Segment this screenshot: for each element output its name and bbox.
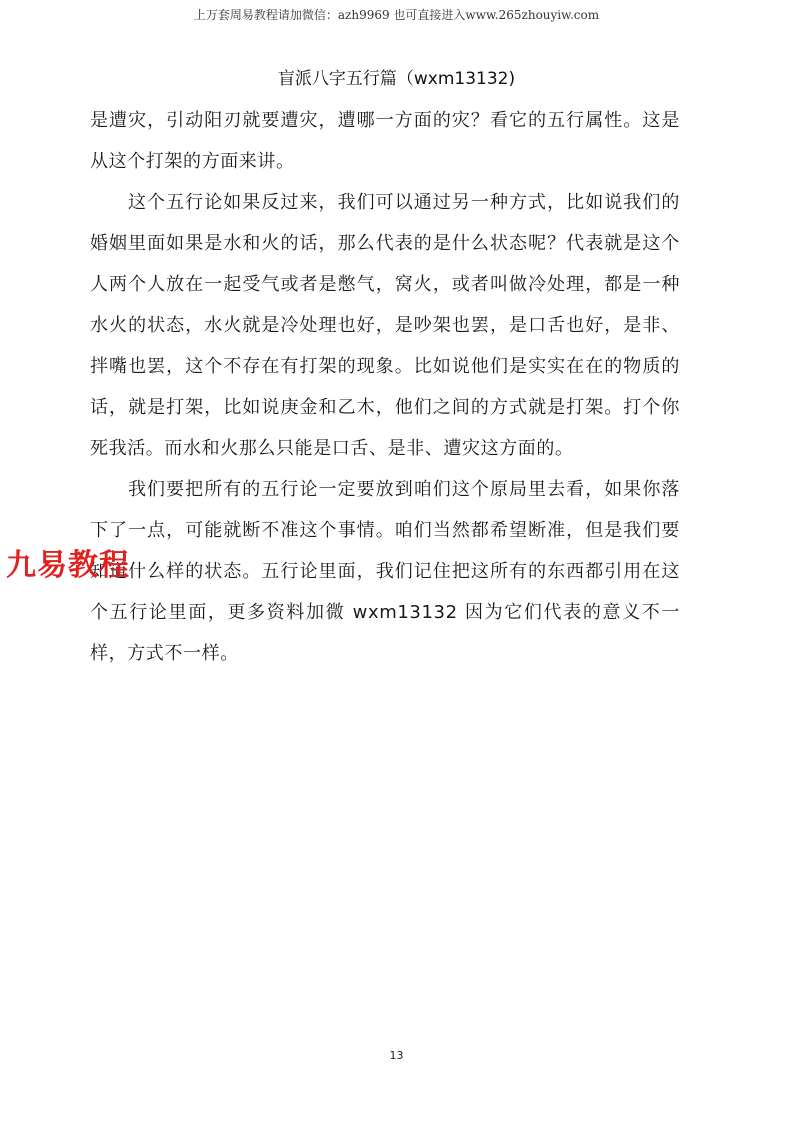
paragraph-2: 这个五行论如果反过来，我们可以通过另一种方式，比如说我们的婚姻里面如果是水和火的话，那么代表的是什么状态呢？代表就是这个人两个人放在一起受气或者是憋气，窝火，或者叫做冷处理，都是一种水火的状态，水火就是冷处理也好，是吵架也罢，是口舌也好，是非、拌嘴也罢，这个不存在有打架的现象。比如说他们是实实在在的物质的话，就是打架，比如说庚金和乙木，他们之间的方式就是打架。打个你死我活。而水和火那么只能是口舌、是非、遭灾这方面的。	[90, 192, 680, 459]
watermark-logo: 九易教程	[6, 548, 130, 583]
header-watermark: 上万套周易教程请加微信：azh9969 也可直接进入www.265zhouyiw.com	[193, 8, 600, 22]
paragraph-3: 我们要把所有的五行论一定要放到咱们这个原局里去看，如果你落下了一点，可能就断不准这个事情。咱们当然都希望断准，但是我们要知道什么样的状态。五行论里面，我们记住把这所有的东西都引用在这个五行论里面，更多资料加微 wxm13132 因为它们代表的意义不一样，方式不一样。	[90, 479, 680, 664]
paragraph-1: 是遭灾，引动阳刃就要遭灾，遭哪一方面的灾？看它的五行属性。这是从这个打架的方面来讲。	[90, 110, 680, 172]
page-number: 13	[389, 1049, 404, 1062]
document-body	[90, 100, 680, 674]
document-title: 盲派八字五行篇（wxm13132)	[277, 69, 516, 89]
